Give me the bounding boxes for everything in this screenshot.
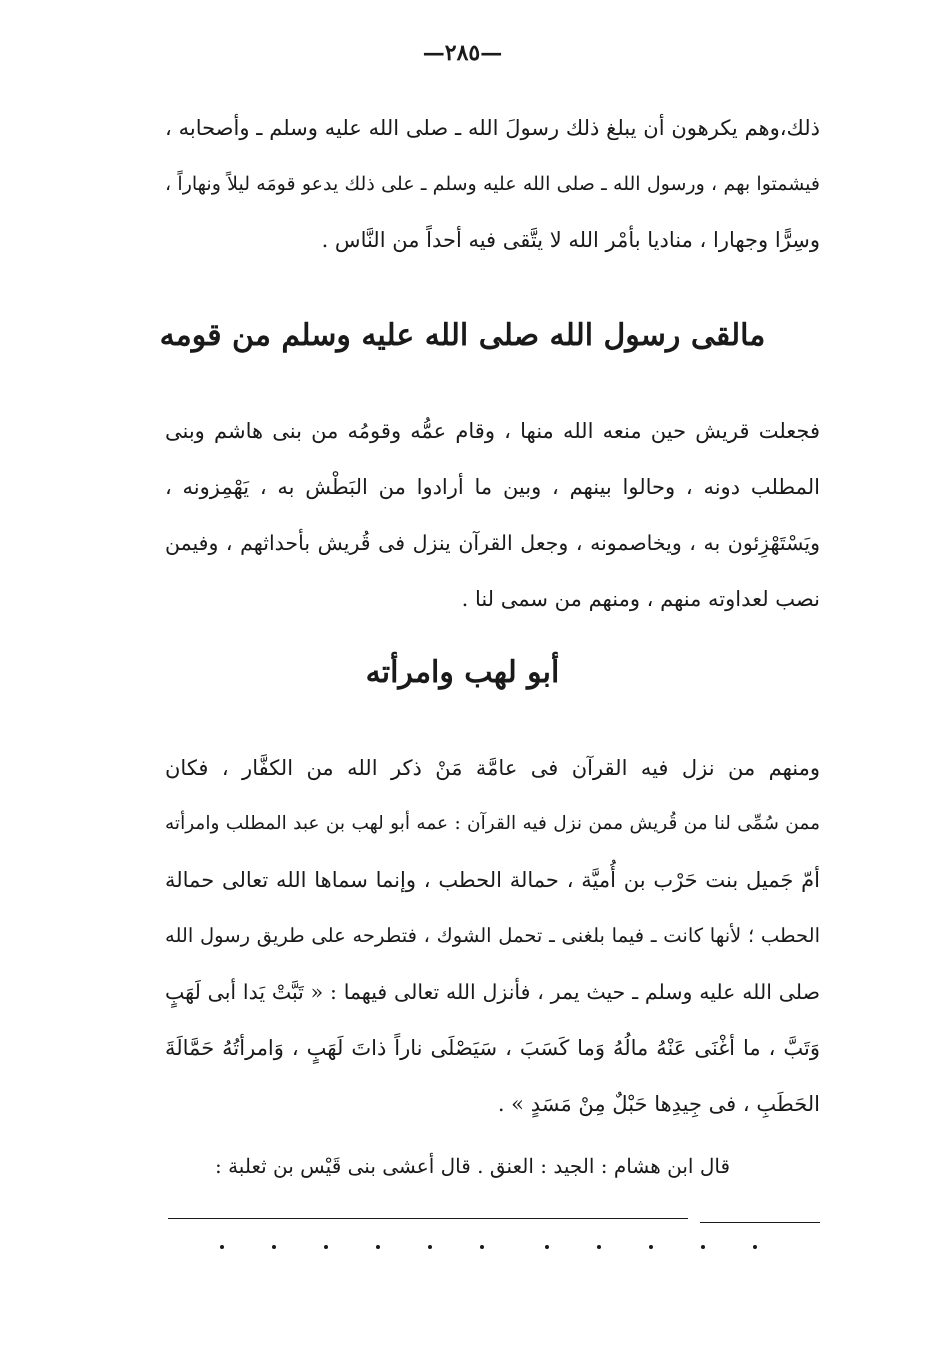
section-heading-abu-lahab: أبو لهب وامرأته (365, 655, 560, 690)
ellipsis-dot (272, 1245, 276, 1249)
poem-rule-right (700, 1222, 820, 1223)
ellipsis-dot (701, 1245, 705, 1249)
text-line: وسِرًّا وجهارا ، مناديا بأمْر الله لا يتَّقى فيه أحداً من النَّاس . (321, 228, 820, 252)
ibn-hisham-note: قال ابن هشام : الجيد : العنق . قال أعشى بنى قَيْس بن ثعلبة : (214, 1154, 731, 1178)
page-number: —٢٨٥— (422, 40, 503, 66)
text-line: المطلب دونه ، وحالوا بينهم ، وبين ما أرادوا من البَطْش به ، يَهْمِزونه ، (165, 475, 820, 499)
paragraph-abu-lahab (165, 740, 820, 1132)
ellipsis-dot (649, 1245, 653, 1249)
ellipsis-dot (597, 1245, 601, 1249)
text-line: ويَسْتَهْزِئون به ، ويخاصمونه ، وجعل القرآن ينزل فى قُريش بأحداثهم ، وفيمن (165, 531, 820, 555)
text-line: ذلك،وهم يكرهون أن يبلغ ذلك رسولَ الله ـ صلى الله عليه وسلم ـ وأصحابه ، (165, 116, 820, 140)
paragraph-intro (165, 100, 820, 268)
text-line: فجعلت قريش حين منعه الله منها ، وقام عمُّه وقومُه من بنى هاشم وبنى (165, 419, 820, 443)
section-heading-quraysh: مالقى رسول الله صلى الله عليه وسلم من قومه (159, 318, 766, 353)
text-line: ممن سُمِّى لنا من قُريش ممن نزل فيه القرآن : عمه أبو لهب بن عبد المطلب وامرأته (165, 813, 820, 834)
text-line: الحطب ؛ لأنها كانت ـ فيما بلغنى ـ تحمل الشوك ، فتطرحه على طريق رسول الله (165, 924, 820, 947)
ellipsis-dot (324, 1245, 328, 1249)
text-line: نصب لعداوته منهم ، ومنهم من سمى لنا . (461, 587, 820, 611)
text-line: ومنهم من نزل فيه القرآن فى عامَّة مَنْ ذكر الله من الكفَّار ، فكان (165, 756, 820, 780)
text-line: فيشمتوا بهم ، ورسول الله ـ صلى الله عليه وسلم ـ على ذلك يدعو قومَه ليلاً ونهاراً ، (165, 173, 820, 195)
ellipsis-dot (376, 1245, 380, 1249)
text-line: وَتَبَّ ، ما أغْنَى عَنْهُ مالُهُ وَما كَسَبَ ، سَيَصْلَى ناراً ذاتَ لَهَبٍ ، وَامرأتُهُ حَمَّالَةَ (165, 1036, 820, 1060)
ellipsis-dot (428, 1245, 432, 1249)
text-line: الحَطَبِ ، فى جِيدِها حَبْلٌ مِنْ مَسَدٍ » . (497, 1092, 820, 1116)
ellipsis-dot (545, 1245, 549, 1249)
text-line: أمّ جَميل بنت حَرْب بن أُميَّة ، حمالة الحطب ، وإنما سماها الله تعالى حمالة (165, 868, 820, 892)
poem-rule-left (168, 1218, 688, 1219)
ellipsis-dot (480, 1245, 484, 1249)
ellipsis-dot (753, 1245, 757, 1249)
paragraph-quraysh (165, 403, 820, 627)
text-line: صلى الله عليه وسلم ـ حيث يمر ، فأنزل الله تعالى فيهما : « تَبَّتْ يَدا أبى لَهَبٍ (165, 980, 820, 1004)
ellipsis-dot (220, 1245, 224, 1249)
